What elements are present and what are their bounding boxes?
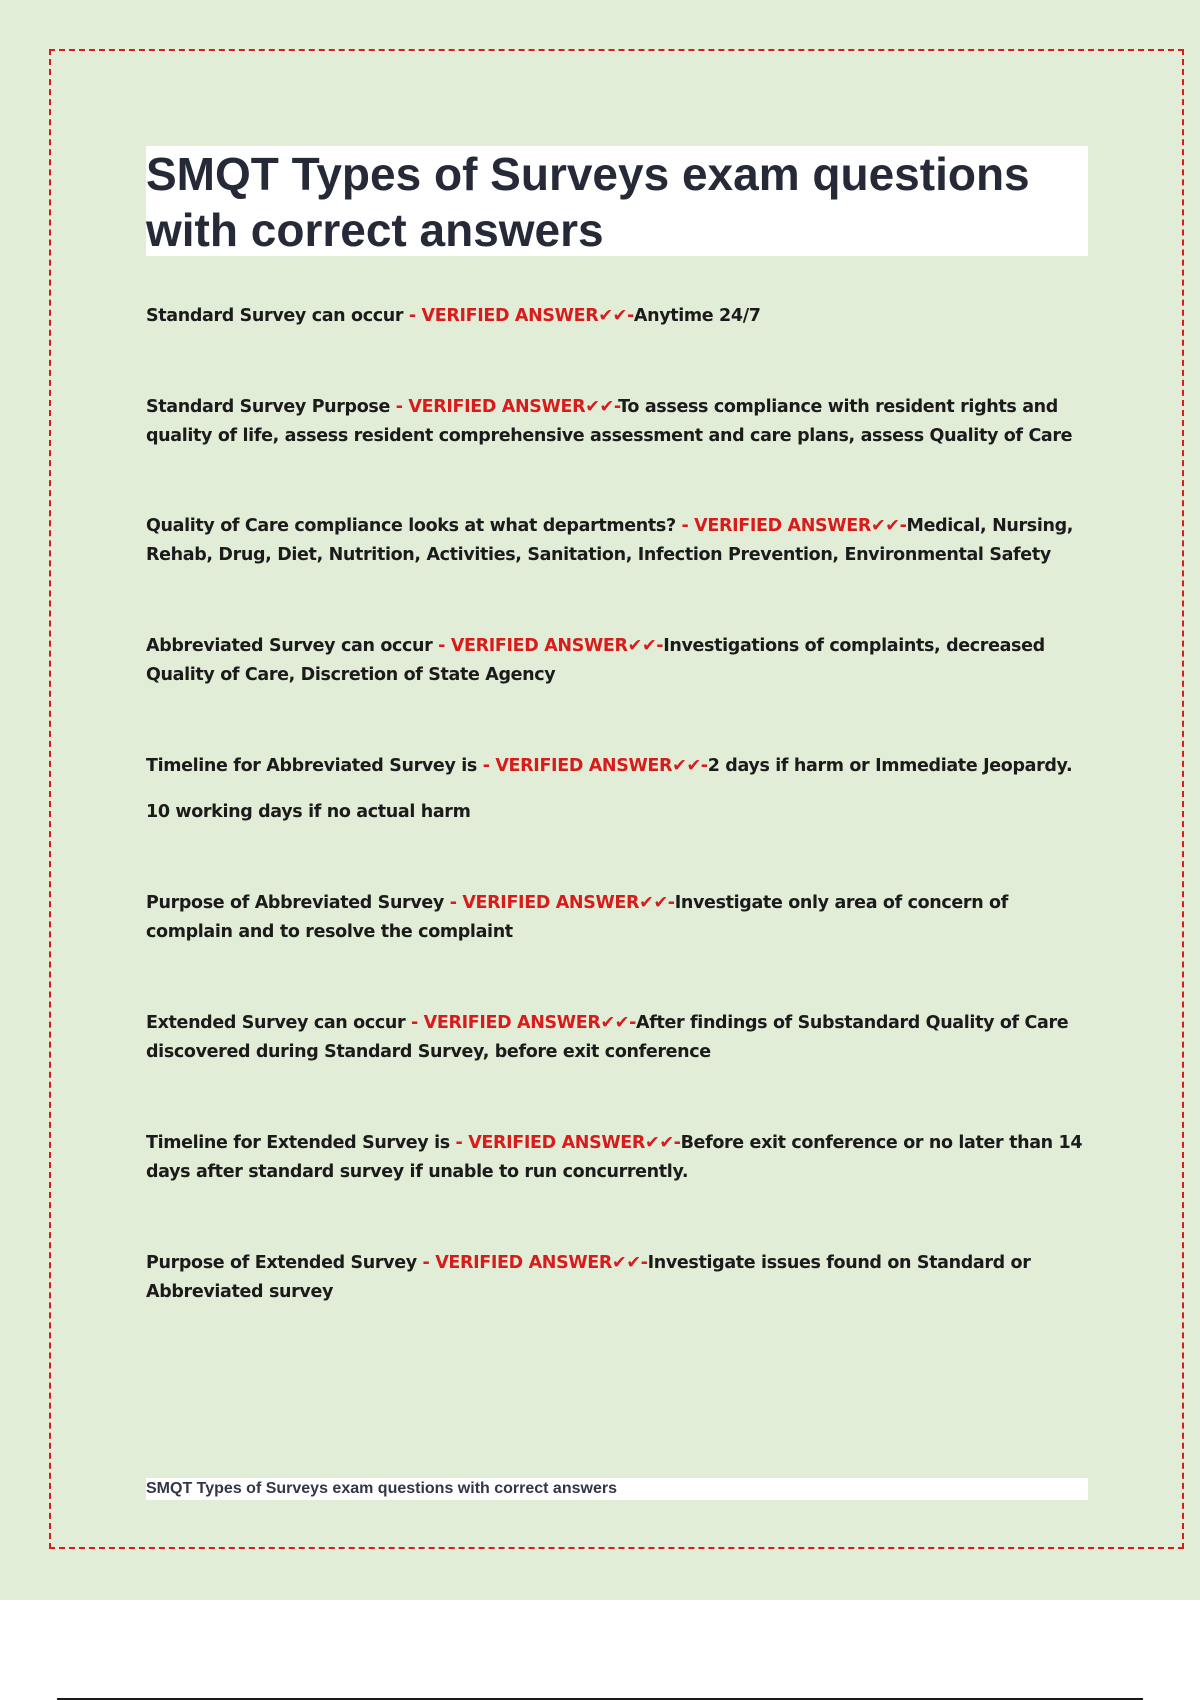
- qa-item: [146, 1249, 1096, 1307]
- question-text: Purpose of Abbreviated Survey: [146, 893, 444, 913]
- answer-extra-line: 10 working days if no actual harm: [146, 802, 471, 822]
- question-text: Standard Survey Purpose: [146, 397, 390, 417]
- question-text: Extended Survey can occur: [146, 1013, 406, 1033]
- qa-item: [146, 393, 1096, 451]
- question-text: Quality of Care compliance looks at what departments?: [146, 516, 676, 536]
- answer-text: Medical, Nursing, Rehab, Drug, Diet, Nutrition, Activities, Sanitation, Infection Prevention, Environmental Safety: [146, 516, 1074, 565]
- answer-text: To assess compliance with resident rights and quality of life, assess resident comprehensive assessment and care plans, assess Quality of Care: [146, 397, 1073, 446]
- answer-text: 2 days if harm or Immediate Jeopardy.: [707, 756, 1073, 776]
- verified-answer-marker: - VERIFIED ANSWER✔✔-: [403, 306, 634, 326]
- answer-text: Investigations of complaints, decreased Quality of Care, Discretion of State Agency: [146, 636, 1045, 685]
- answer-text: Investigate issues found on Standard or Abbreviated survey: [146, 1253, 1031, 1302]
- qa-item: [146, 632, 1096, 690]
- answer-text: Before exit conference or no later than 14 days after standard survey if unable to run concurrently.: [146, 1133, 1083, 1182]
- qa-item: [146, 512, 1096, 570]
- title-block: [146, 146, 1088, 256]
- footer-title: SMQT Types of Surveys exam questions with correct answers: [146, 1480, 617, 1497]
- qa-item: [146, 752, 1096, 827]
- answer-text: Anytime 24/7: [633, 306, 761, 326]
- verified-answer-marker: - VERIFIED ANSWER✔✔-: [476, 756, 708, 776]
- question-text: Timeline for Extended Survey is: [146, 1133, 450, 1153]
- question-text: Timeline for Abbreviated Survey is: [146, 756, 477, 776]
- verified-answer-marker: - VERIFIED ANSWER✔✔-: [416, 1253, 648, 1273]
- verified-answer-marker: - VERIFIED ANSWER✔✔-: [449, 1133, 681, 1153]
- verified-answer-marker: - VERIFIED ANSWER✔✔-: [405, 1013, 637, 1033]
- question-text: Purpose of Extended Survey: [146, 1253, 417, 1273]
- answer-text: After findings of Substandard Quality of Care discovered during Standard Survey, before exit conference: [146, 1013, 1069, 1062]
- question-text: Standard Survey can occur: [146, 306, 404, 326]
- page-title: SMQT Types of Surveys exam questions with correct answers: [146, 148, 1030, 256]
- qa-item: [146, 302, 1096, 331]
- verified-answer-marker: - VERIFIED ANSWER✔✔-: [443, 893, 675, 913]
- qa-item: [146, 1129, 1096, 1187]
- verified-answer-marker: - VERIFIED ANSWER✔✔-: [675, 516, 907, 536]
- qa-item: [146, 1009, 1096, 1067]
- verified-answer-marker: - VERIFIED ANSWER✔✔-: [432, 636, 664, 656]
- qa-item: [146, 889, 1096, 947]
- answer-text: Investigate only area of concern of complain and to resolve the complaint: [146, 893, 1008, 942]
- question-text: Abbreviated Survey can occur: [146, 636, 433, 656]
- verified-answer-marker: - VERIFIED ANSWER✔✔-: [390, 397, 619, 417]
- page-footer: [146, 1478, 1088, 1500]
